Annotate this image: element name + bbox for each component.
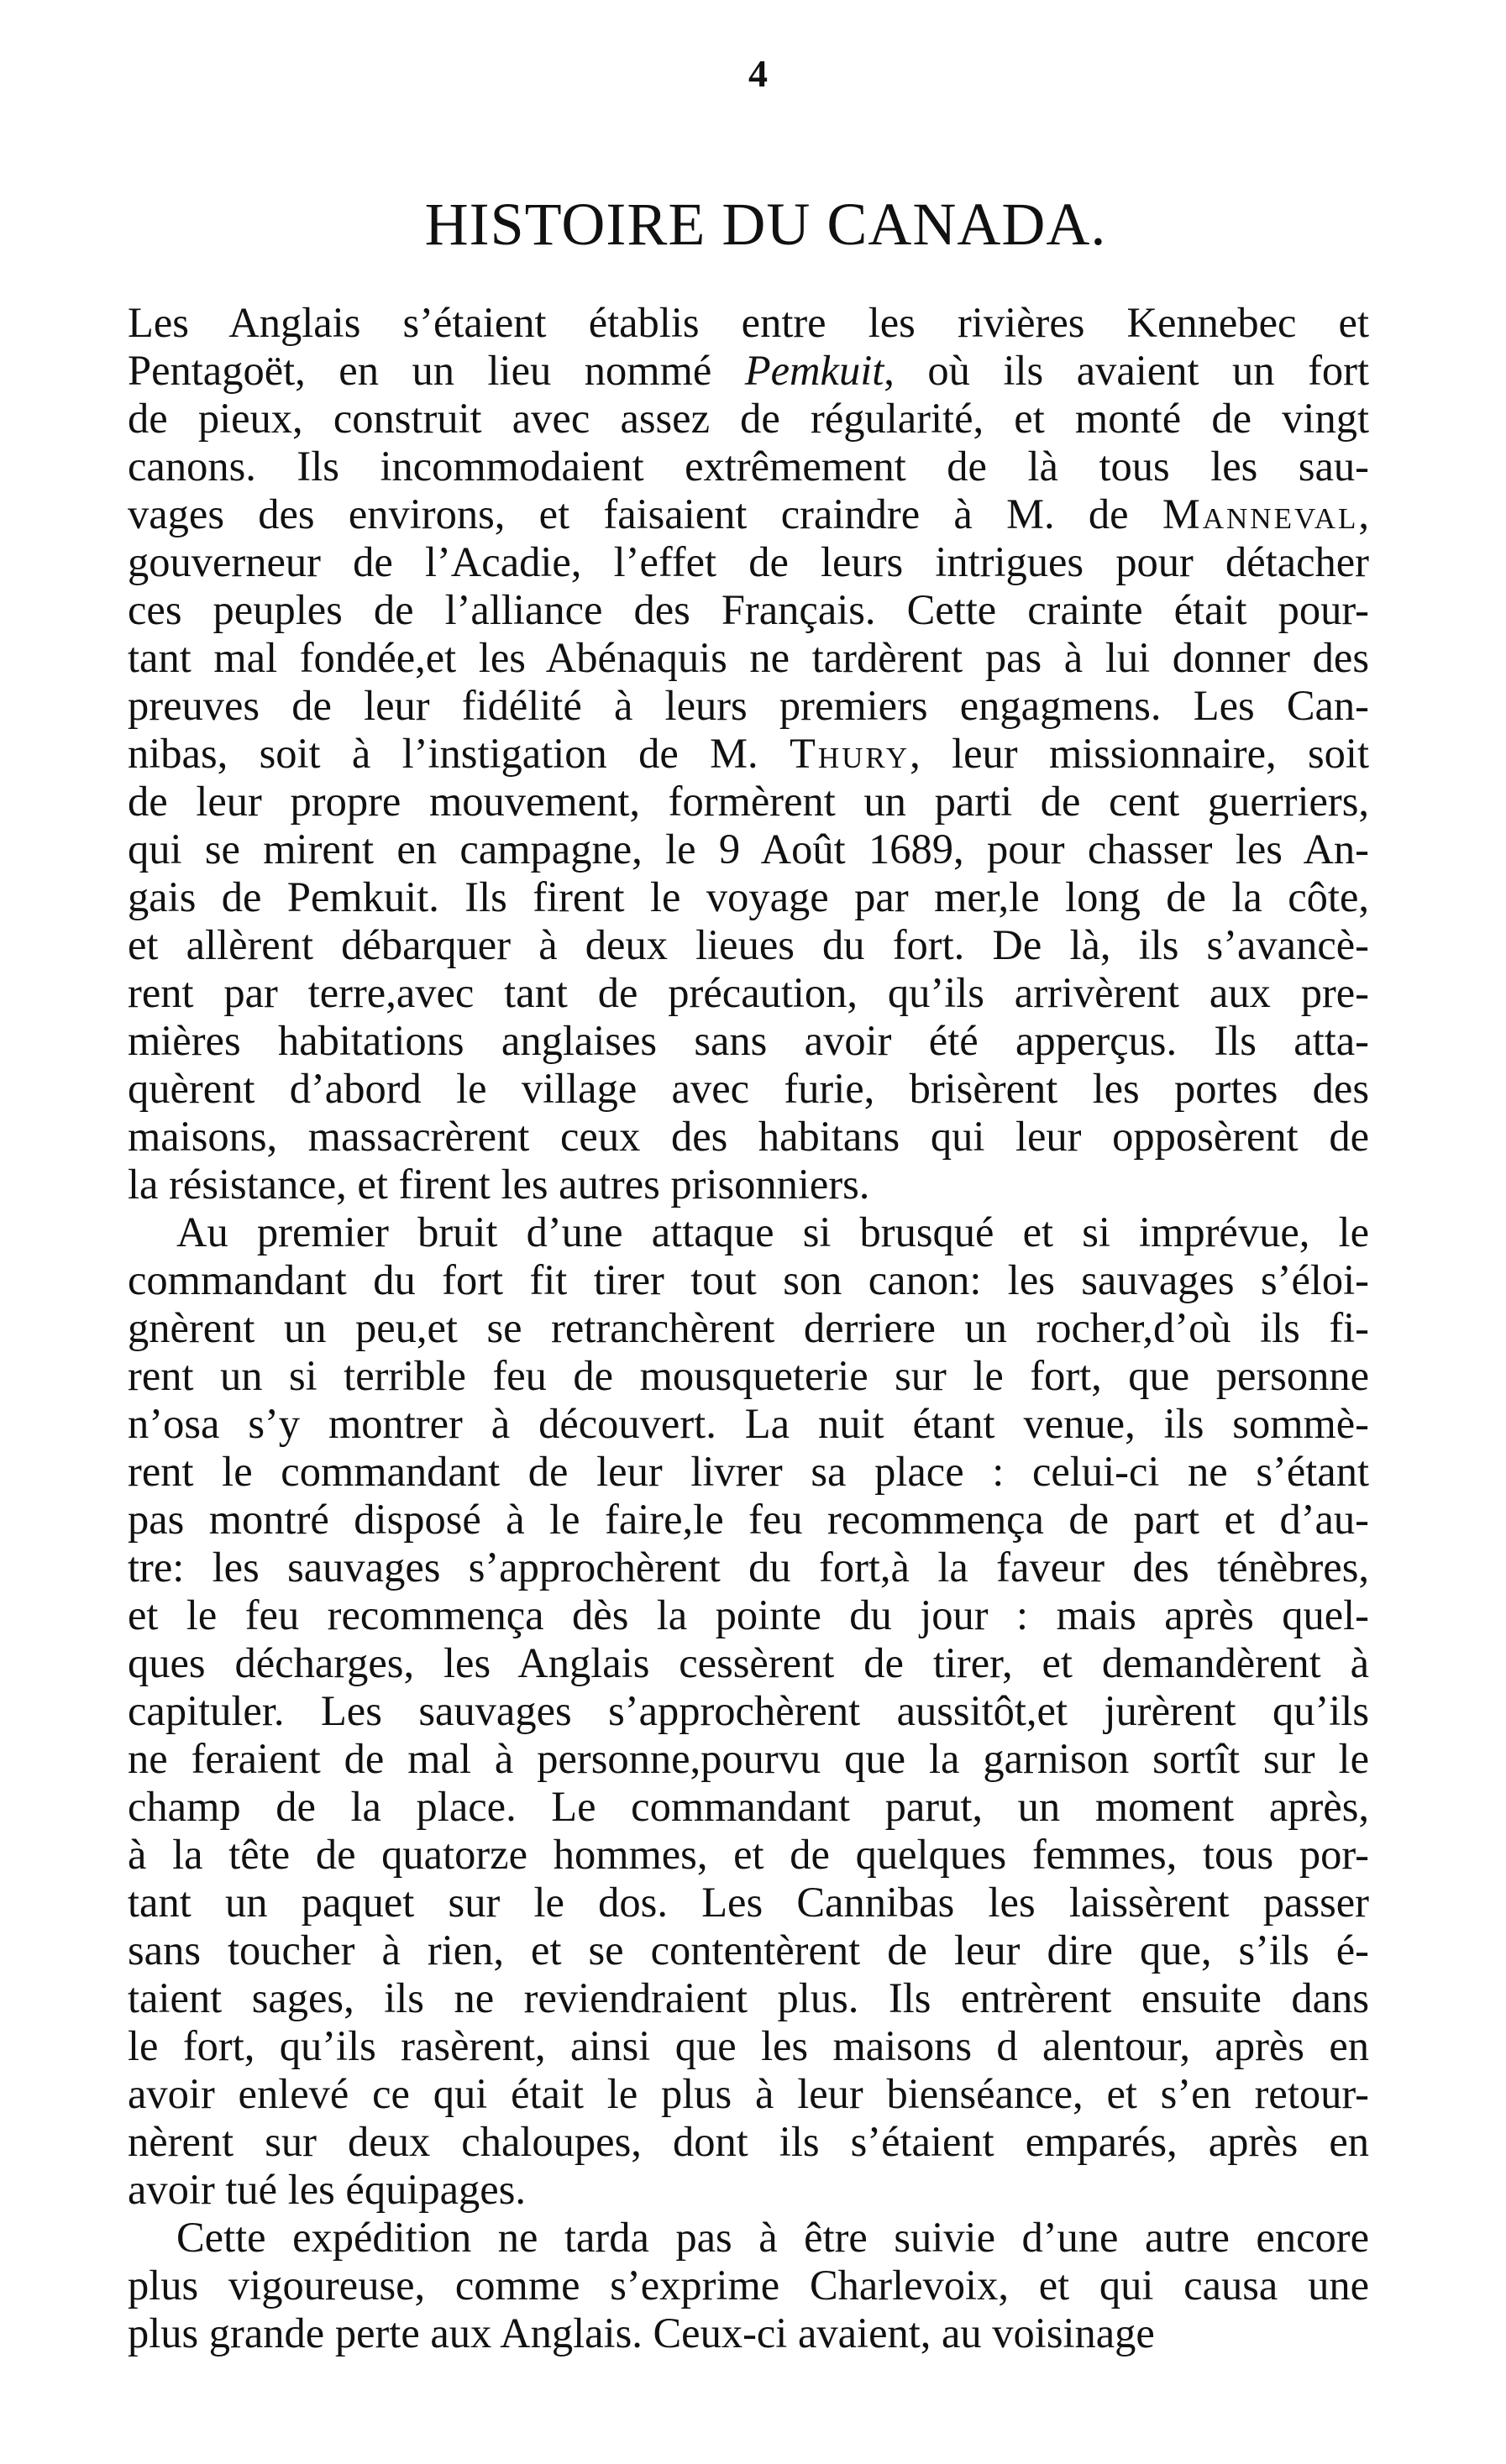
page-number: 4 — [748, 52, 768, 95]
text-line: gouverneur de l’Acadie, l’effet de leurs intrigues pour détacher — [128, 538, 1369, 585]
small-caps-name: Thury — [790, 730, 910, 777]
text-line: à la tête de quatorze hommes, et de quelques femmes, tous por- — [128, 1831, 1369, 1878]
text-line: canons. Ils incommodaient extrêmement de là tous les sau- — [128, 443, 1369, 490]
text-line: ces peuples de l’alliance des Français. Cette crainte était pour- — [128, 586, 1369, 633]
text-line: Cette expédition ne tarda pas à être suivie d’une autre encore — [176, 2214, 1369, 2261]
text-line: nibas, soit à l’instigation de M. Thury, leur missionnaire, soit — [128, 730, 1369, 777]
italic-text: Pemkuit — [744, 347, 884, 394]
text-line: de leur propre mouvement, formèrent un parti de cent guerriers, — [128, 778, 1369, 825]
text-line: maisons, massacrèrent ceux des habitans qui leur opposèrent de — [128, 1113, 1369, 1160]
text-line: gais de Pemkuit. Ils firent le voyage par mer,le long de la côte, — [128, 873, 1369, 920]
text-line: Les Anglais s’étaient établis entre les rivières Kennebec et — [128, 299, 1369, 346]
text-line: avoir tué les équipages. — [128, 2166, 526, 2213]
text-line: et allèrent débarquer à deux lieues du fort. De là, ils s’avancè- — [128, 921, 1369, 968]
text-line: ne feraient de mal à personne,pourvu que la garnison sortît sur le — [128, 1735, 1369, 1782]
text-line: rent le commandant de leur livrer sa place : celui-ci ne s’étant — [128, 1448, 1369, 1495]
text-line: tant un paquet sur le dos. Les Cannibas les laissèrent passer — [128, 1879, 1369, 1926]
text-line: taient sages, ils ne reviendraient plus. Ils entrèrent ensuite dans — [128, 1974, 1369, 2021]
text-line: avoir enlevé ce qui était le plus à leur bienséance, et s’en retour- — [128, 2070, 1369, 2117]
text-line: sans toucher à rien, et se contentèrent de leur dire que, s’ils é- — [128, 1927, 1369, 1974]
body-text — [128, 299, 1369, 2357]
text-line: quèrent d’abord le village avec furie, brisèrent les portes des — [128, 1065, 1369, 1112]
text-line: la résistance, et firent les autres prisonniers. — [128, 1161, 870, 1208]
text-line: gnèrent un peu,et se retranchèrent derriere un rocher,d’où ils fi- — [128, 1304, 1369, 1351]
text-line: Au premier bruit d’une attaque si brusqué et si imprévue, le — [176, 1208, 1369, 1256]
running-head: HISTOIRE DU CANADA. — [424, 191, 1107, 258]
text-line: plus grande perte aux Anglais. Ceux-ci avaient, au voisinage — [128, 2309, 1155, 2357]
text-line: preuves de leur fidélité à leurs premiers engagmens. Les Can- — [128, 682, 1369, 729]
small-caps-name: Manneval — [1162, 490, 1359, 537]
text-line: champ de la place. Le commandant parut, un moment après, — [128, 1783, 1369, 1830]
text-line: ques décharges, les Anglais cessèrent de tirer, et demandèrent à — [128, 1639, 1369, 1686]
text-line: capituler. Les sauvages s’approchèrent aussitôt,et jurèrent qu’ils — [128, 1687, 1369, 1734]
text-line: pas montré disposé à le faire,le feu recommença de part et d’au- — [128, 1496, 1369, 1543]
text-line: et le feu recommença dès la pointe du jour : mais après quel- — [128, 1591, 1369, 1638]
text-line: commandant du fort fit tirer tout son canon: les sauvages s’éloi- — [128, 1256, 1369, 1303]
text-line: tre: les sauvages s’approchèrent du fort,à la faveur des ténèbres, — [128, 1544, 1369, 1591]
text-line: n’osa s’y montrer à découvert. La nuit étant venue, ils sommè- — [128, 1400, 1369, 1447]
text-line: le fort, qu’ils rasèrent, ainsi que les maisons d alentour, après en — [128, 2022, 1369, 2069]
text-line: de pieux, construit avec assez de régularité, et monté de vingt — [128, 395, 1369, 442]
text-line: nèrent sur deux chaloupes, dont ils s’étaient emparés, après en — [128, 2118, 1369, 2165]
text-line: plus vigoureuse, comme s’exprime Charlevoix, et qui causa une — [128, 2262, 1369, 2309]
text-line: qui se mirent en campagne, le 9 Août 1689, pour chasser les An- — [128, 826, 1369, 873]
text-line: rent par terre,avec tant de précaution, qu’ils arrivèrent aux pre- — [128, 969, 1369, 1016]
text-line: rent un si terrible feu de mousqueterie sur le fort, que personne — [128, 1352, 1369, 1399]
text-line: Pentagoët, en un lieu nommé Pemkuit, où ils avaient un fort — [128, 347, 1369, 394]
text-line: tant mal fondée,et les Abénaquis ne tardèrent pas à lui donner des — [128, 634, 1369, 681]
text-line: vages des environs, et faisaient craindre à M. de Manneval, — [128, 490, 1369, 537]
text-line: mières habitations anglaises sans avoir été apperçus. Ils atta- — [128, 1017, 1369, 1064]
